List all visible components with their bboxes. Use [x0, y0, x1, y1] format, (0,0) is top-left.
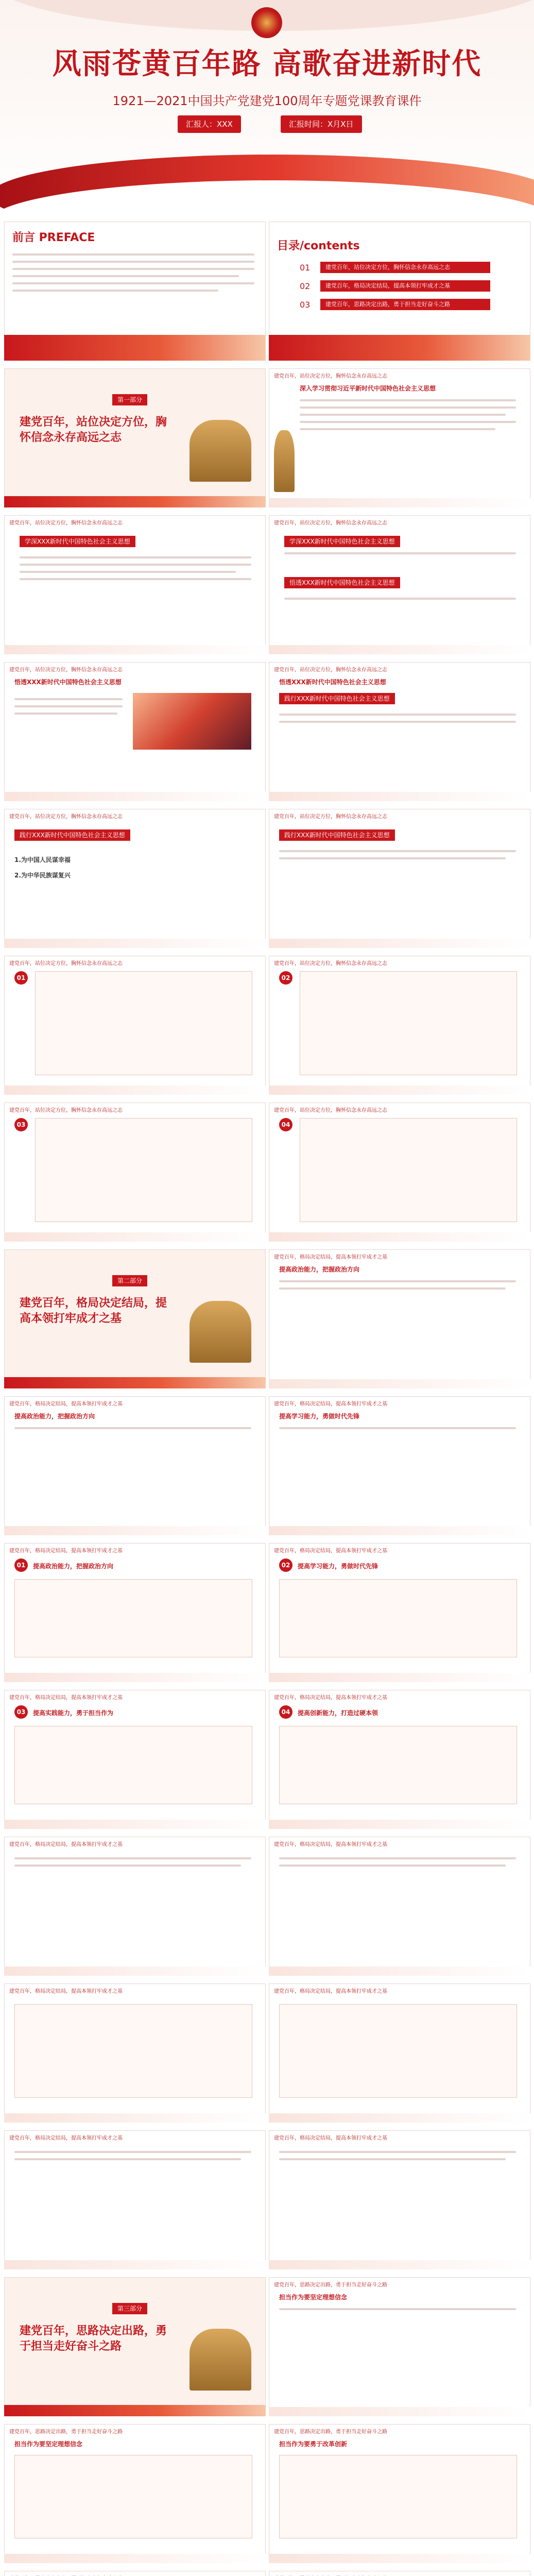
slide-kicker: 担当作为要坚定理想信念 — [279, 2294, 348, 2301]
contents-number: 03 — [300, 300, 311, 310]
text-line — [279, 857, 506, 859]
part2-slide-11 — [269, 1984, 530, 2123]
text-line — [279, 2151, 516, 2153]
content-box — [14, 1579, 252, 1657]
text-line — [279, 2158, 506, 2160]
slide-footer — [269, 2113, 530, 2123]
preface-slide — [4, 222, 266, 361]
slide-footer — [269, 2260, 530, 2269]
text-line — [14, 713, 117, 715]
slide-footer — [269, 1967, 530, 1976]
slide-kicker: 深入学习贯彻习近平新时代中国特色社会主义思想 — [300, 385, 436, 392]
preface-text-line — [12, 290, 218, 292]
part2-slide-3 — [269, 1396, 530, 1535]
step-number: 02 — [279, 1558, 292, 1572]
preface-text-line — [12, 253, 254, 256]
list-item: 1.为中国人民谋幸福 — [14, 856, 71, 863]
slide-footer — [4, 792, 266, 801]
contents-number: 02 — [300, 281, 311, 291]
slide-header: 建党百年，格局决定结局，提高本领打牢成才之基 — [9, 1401, 123, 1407]
slide-header: 建党百年，站位决定方位，胸怀信念永存高远之志 — [274, 667, 387, 673]
monument-image — [190, 1301, 251, 1363]
part1-slide-5 — [4, 662, 266, 801]
slide-header: 建党百年，站位决定方位，胸怀信念永存高远之志 — [274, 961, 387, 967]
slide-header: 建党百年，思路决定出路，勇于担当走好奋斗之路 — [274, 2282, 387, 2288]
part2-slide-12 — [4, 2130, 266, 2269]
slide-header — [9, 2574, 123, 2576]
text-line — [284, 598, 516, 600]
part1-slide-9 — [4, 956, 266, 1095]
slide-kicker: 担当作为要坚定理想信念 — [14, 2441, 83, 2448]
slide-kicker: 提高政治能力，把握政治方向 — [33, 1563, 114, 1570]
step-number: 02 — [279, 971, 292, 985]
slide-footer — [4, 1673, 266, 1682]
contents-number: 01 — [300, 263, 311, 273]
monument-image — [274, 430, 295, 492]
step-number: 04 — [279, 1118, 292, 1131]
slide-kicker: 提高学习能力，勇做时代先锋 — [298, 1563, 378, 1570]
text-line — [279, 721, 516, 723]
part3-slide-2 — [4, 2424, 266, 2563]
slide-header: 建党百年，思路决定出路，勇于担当走好奋斗之路 — [274, 2429, 387, 2435]
text-line — [300, 428, 495, 430]
slide-footer — [269, 792, 530, 801]
part3-slide-5 — [269, 2571, 530, 2576]
list-item: 2.为中华民族谋复兴 — [14, 872, 71, 879]
preface-text-line — [12, 282, 254, 284]
section-tag: 悟透XXX新时代中国特色社会主义思想 — [284, 577, 400, 588]
part3-slide-1 — [269, 2277, 530, 2416]
section-tag: 践行XXX新时代中国特色社会主义思想 — [279, 693, 395, 704]
part1-slide-8 — [269, 809, 530, 948]
slide-header: 建党百年，格局决定结局，提高本领打牢成才之基 — [274, 1548, 387, 1554]
slide-header: 建党百年，格局决定结局，提高本领打牢成才之基 — [274, 1401, 387, 1407]
slide-header: 建党百年，站位决定方位，胸怀信念永存高远之志 — [9, 667, 123, 673]
slide-footer — [4, 1086, 266, 1095]
monument-image — [190, 2329, 251, 2391]
slide-footer — [269, 1526, 530, 1535]
content-box — [14, 2004, 252, 2098]
time-badge: 汇报时间：X月X日 — [281, 115, 362, 133]
slide-kicker: 担当作为要勇于改革创新 — [279, 2441, 348, 2448]
text-line — [279, 714, 516, 716]
slide-header: 建党百年，格局决定结局，提高本领打牢成才之基 — [274, 1255, 387, 1260]
slide-header — [274, 2574, 387, 2576]
content-box — [279, 2455, 517, 2538]
part-tag: 第三部分 — [112, 2303, 147, 2314]
slide-footer — [4, 1377, 266, 1388]
text-line — [279, 1280, 516, 1282]
cover-subtitle: 1921—2021中国共产党建党100周年专题党课教育课件 — [112, 94, 422, 108]
cover-title: 风雨苍黄百年路 高歌奋进新时代 — [52, 47, 482, 81]
part1-slide-10 — [269, 956, 530, 1095]
slide-header: 建党百年，站位决定方位，胸怀信念永存高远之志 — [274, 374, 387, 379]
slide-footer — [269, 1820, 530, 1829]
part3-cover-slide — [4, 2277, 266, 2416]
contents-item[interactable]: 建党百年，思路决定出路，勇于担当走好奋斗之路 — [320, 299, 490, 310]
slide-kicker: 提高创新能力，打造过硬本领 — [298, 1709, 378, 1717]
section-tag: 践行XXX新时代中国特色社会主义思想 — [279, 829, 395, 841]
slide-header: 建党百年，站位决定方位，胸怀信念永存高远之志 — [9, 1108, 123, 1113]
cover-slide — [0, 0, 534, 216]
part2-slide-1 — [269, 1249, 530, 1388]
text-line — [14, 1427, 251, 1429]
part-tag: 第二部分 — [112, 1275, 147, 1286]
text-line — [14, 698, 123, 700]
section-tag: 学深XXX新时代中国特色社会主义思想 — [284, 536, 400, 547]
part1-slide-11 — [4, 1103, 266, 1242]
slide-header: 建党百年，站位决定方位，胸怀信念永存高远之志 — [9, 520, 123, 526]
section-tag: 学深XXX新时代中国特色社会主义思想 — [20, 536, 135, 547]
part3-slide-4 — [4, 2571, 266, 2576]
content-box — [14, 2455, 252, 2538]
slide-footer — [4, 939, 266, 948]
content-box — [279, 1579, 517, 1657]
slide-footer — [4, 2113, 266, 2123]
slide-footer — [4, 2260, 266, 2269]
preface-text-line — [12, 261, 254, 263]
content-box — [14, 1726, 252, 1804]
preface-text-line — [12, 268, 254, 270]
text-line — [300, 414, 506, 416]
part2-slide-6 — [4, 1690, 266, 1829]
content-box — [300, 971, 517, 1075]
slide-footer — [269, 1379, 530, 1388]
slide-kicker: 悟透XXX新时代中国特色社会主义思想 — [14, 679, 122, 686]
part2-slide-9 — [269, 1837, 530, 1976]
part2-slide-4 — [4, 1543, 266, 1682]
text-line — [20, 556, 251, 558]
slide-footer — [269, 1232, 530, 1242]
sunset-image — [133, 693, 251, 750]
slide-header: 建党百年，站位决定方位，胸怀信念永存高远之志 — [9, 814, 123, 820]
slide-header: 建党百年，格局决定结局，提高本领打牢成才之基 — [9, 1695, 123, 1701]
slide-footer — [4, 335, 266, 361]
part2-slide-8 — [4, 1837, 266, 1976]
text-line — [20, 564, 251, 566]
preface-text-line — [12, 275, 239, 277]
slide-header: 建党百年，格局决定结局，提高本领打牢成才之基 — [274, 1989, 387, 1994]
content-box — [279, 1726, 517, 1804]
step-number: 03 — [14, 1705, 28, 1719]
part1-cover-slide — [4, 368, 266, 507]
slide-header: 建党百年，格局决定结局，提高本领打牢成才之基 — [274, 1842, 387, 1848]
contents-item[interactable]: 建党百年，站位决定方位，胸怀信念永存高远之志 — [320, 262, 490, 273]
slide-kicker: 提高政治能力，把握政治方向 — [279, 1266, 360, 1273]
part2-cover-slide — [4, 1249, 266, 1388]
part-title: 建党百年，思路决定出路，勇于担当走好奋斗之路 — [20, 2325, 167, 2353]
part2-slide-13 — [269, 2130, 530, 2269]
slide-footer — [4, 1232, 266, 1242]
slide-header: 建党百年，格局决定结局，提高本领打牢成才之基 — [9, 2136, 123, 2141]
contents-item[interactable]: 建党百年，格局决定结局，提高本领打牢成才之基 — [320, 280, 490, 292]
text-line — [279, 1865, 506, 1867]
slide-footer — [4, 1820, 266, 1829]
text-line — [14, 2158, 241, 2160]
slide-footer — [269, 645, 530, 654]
part2-slide-5 — [269, 1543, 530, 1682]
slide-kicker: 提高政治能力，把握政治方向 — [14, 1413, 95, 1420]
content-box — [35, 971, 252, 1075]
slide-footer — [4, 1967, 266, 1976]
contents-heading: 目录/contents — [277, 240, 360, 252]
part1-slide-12 — [269, 1103, 530, 1242]
content-box — [35, 1118, 252, 1222]
text-line — [279, 1287, 506, 1290]
step-number: 03 — [14, 1118, 28, 1131]
part1-content-slide — [269, 368, 530, 507]
part1-slide-7 — [4, 809, 266, 948]
slide-kicker: 悟透XXX新时代中国特色社会主义思想 — [279, 679, 386, 686]
part-title: 建党百年，格局决定结局，提高本领打牢成才之基 — [20, 1297, 167, 1325]
part1-slide-6 — [269, 662, 530, 801]
text-line — [284, 552, 516, 554]
monument-image — [190, 420, 251, 482]
slide-footer — [269, 335, 530, 361]
slide-footer — [269, 1673, 530, 1682]
slide-kicker: 提高学习能力，勇做时代先锋 — [279, 1413, 360, 1420]
slide-header: 建党百年，站位决定方位，胸怀信念永存高远之志 — [274, 814, 387, 820]
text-line — [279, 2308, 516, 2310]
part2-slide-7 — [269, 1690, 530, 1829]
slide-kicker: 提高实践能力，勇于担当作为 — [33, 1709, 114, 1717]
step-number: 01 — [14, 1558, 28, 1572]
slide-header: 建党百年，站位决定方位，胸怀信念永存高远之志 — [274, 1108, 387, 1113]
slide-footer — [269, 939, 530, 948]
section-tag: 践行XXX新时代中国特色社会主义思想 — [14, 829, 130, 841]
text-line — [14, 705, 123, 707]
text-line — [279, 850, 516, 852]
slide-header: 建党百年，格局决定结局，提高本领打牢成才之基 — [9, 1842, 123, 1848]
slide-footer — [4, 496, 266, 507]
text-line — [20, 578, 251, 580]
slide-header: 建党百年，站位决定方位，胸怀信念永存高远之志 — [9, 961, 123, 967]
slide-header: 建党百年，格局决定结局，提高本领打牢成才之基 — [274, 2136, 387, 2141]
part2-slide-10 — [4, 1984, 266, 2123]
reporter-badge: 汇报人：XXX — [178, 115, 241, 133]
slide-header: 建党百年，格局决定结局，提高本领打牢成才之基 — [274, 1695, 387, 1701]
text-line — [279, 1857, 516, 1859]
part2-slide-2 — [4, 1396, 266, 1535]
part-tag: 第一部分 — [112, 394, 147, 405]
part-title: 建党百年，站位决定方位，胸怀信念永存高远之志 — [20, 416, 167, 444]
part1-slide-4 — [269, 515, 530, 654]
text-line — [14, 2151, 251, 2153]
text-line — [14, 1857, 251, 1859]
preface-heading: 前言 PREFACE — [12, 231, 95, 244]
step-number: 04 — [279, 1705, 292, 1719]
text-line — [279, 1427, 516, 1429]
text-line — [300, 406, 516, 409]
content-box — [300, 1118, 517, 1222]
slide-footer — [269, 1086, 530, 1095]
slide-header: 建党百年，格局决定结局，提高本领打牢成才之基 — [9, 1989, 123, 1994]
slide-header: 建党百年，思路决定出路，勇于担当走好奋斗之路 — [9, 2429, 123, 2435]
part3-slide-3 — [269, 2424, 530, 2563]
slide-footer — [4, 2554, 266, 2563]
text-line — [300, 399, 516, 401]
party-emblem-icon — [251, 7, 282, 38]
step-number: 01 — [14, 971, 28, 985]
slide-footer — [269, 2407, 530, 2416]
text-line — [14, 1865, 241, 1867]
slide-footer — [4, 1526, 266, 1535]
content-box — [279, 2004, 517, 2098]
text-line — [20, 571, 236, 573]
slide-footer — [269, 498, 530, 507]
contents-slide — [269, 222, 530, 361]
slide-header: 建党百年，格局决定结局，提高本领打牢成才之基 — [9, 1548, 123, 1554]
slide-footer — [269, 2554, 530, 2563]
slide-footer — [4, 2405, 266, 2416]
part1-slide-3 — [4, 515, 266, 654]
text-line — [300, 421, 516, 423]
slide-footer — [4, 645, 266, 654]
slide-header: 建党百年，站位决定方位，胸怀信念永存高远之志 — [274, 520, 387, 526]
